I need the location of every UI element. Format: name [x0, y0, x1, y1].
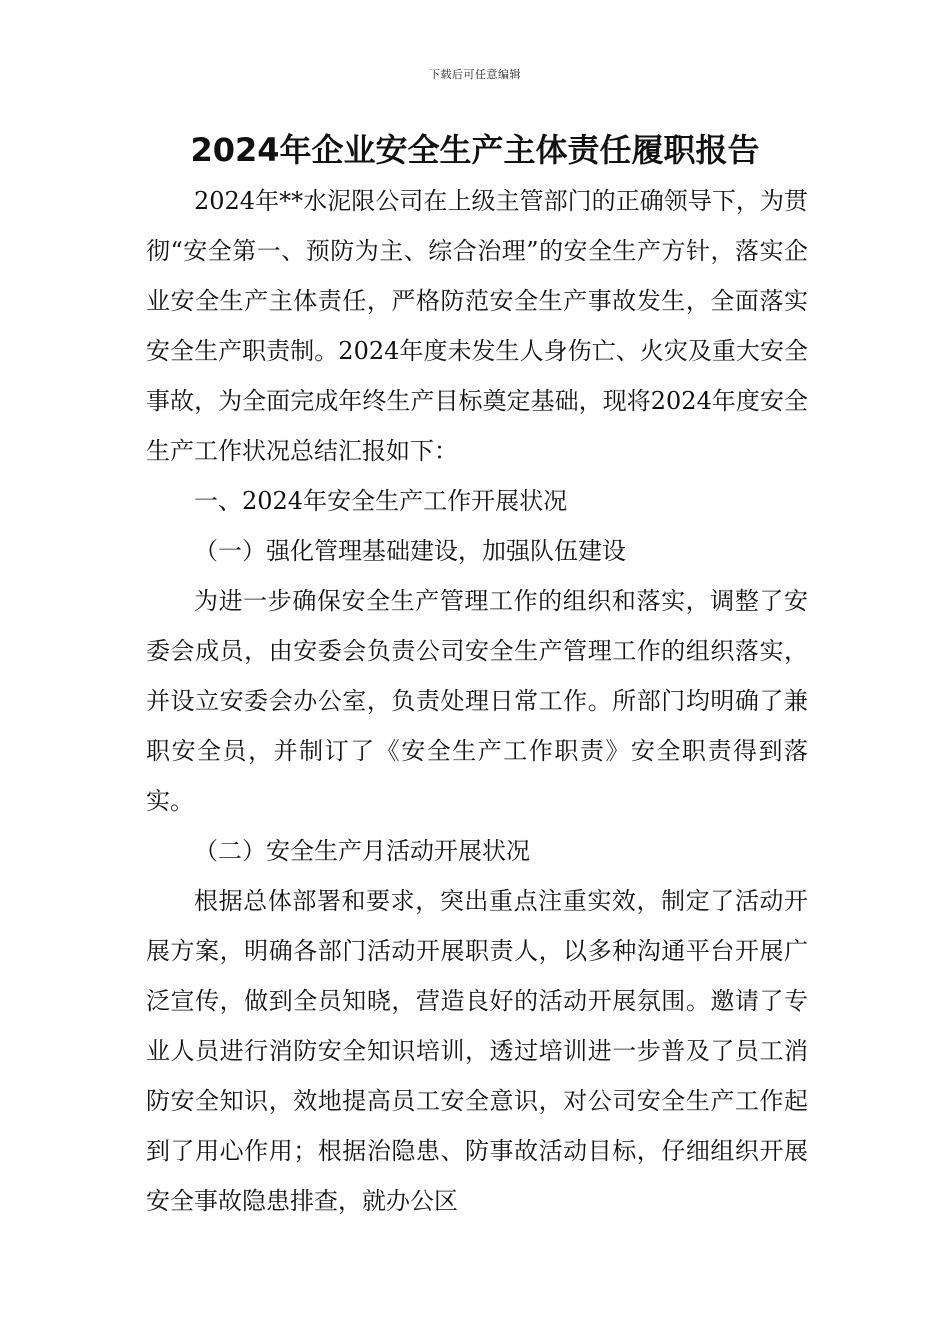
subsection-heading: （二）安全生产月活动开展状况	[194, 837, 530, 865]
subsection-paragraph: 根据总体部署和要求，突出重点注重实效，制定了活动开展方案，明确各部门活动开展职责人，以多种沟通平台开展广泛宣传，做到全员知晓，营造良好的活动开展氛围。邀请了专业人员进行消防安全知识培训，透过培训进一步普及了员工消防安全知识，效地提高员工安全意识，对公司安全生产工作起到了用心作用；根据治隐患、防事故活动目标，仔细组织开展安全事故隐患排查，就办公区	[146, 887, 808, 1215]
header-note: 下载后可任意编辑	[429, 68, 521, 81]
document-body	[146, 176, 808, 1226]
intro-paragraph: 2024年**水泥限公司在上级主管部门的正确领导下，为贯彻“安全第一、预防为主、综合治理”的安全生产方针，落实企业安全生产主体责任，严格防范安全生产事故发生，全面落实安全生产职责制。2024年度未发生人身伤亡、火灾及重大安全事故，为全面完成年终生产目标奠定基础，现将2024年度安全生产工作状况总结汇报如下：	[146, 187, 808, 465]
section-heading: 一、2024年安全生产工作开展状况	[194, 487, 568, 515]
subsection-heading: （一）强化管理基础建设，加强队伍建设	[194, 537, 626, 565]
document-title: 2024年企业安全生产主体责任履职报告	[190, 131, 760, 169]
subsection-paragraph: 为进一步确保安全生产管理工作的组织和落实，调整了安委会成员，由安委会负责公司安全生产管理工作的组织落实，并设立安委会办公室，负责处理日常工作。所部门均明确了兼职安全员，并制订了《安全生产工作职责》安全职责得到落实。	[146, 587, 808, 815]
